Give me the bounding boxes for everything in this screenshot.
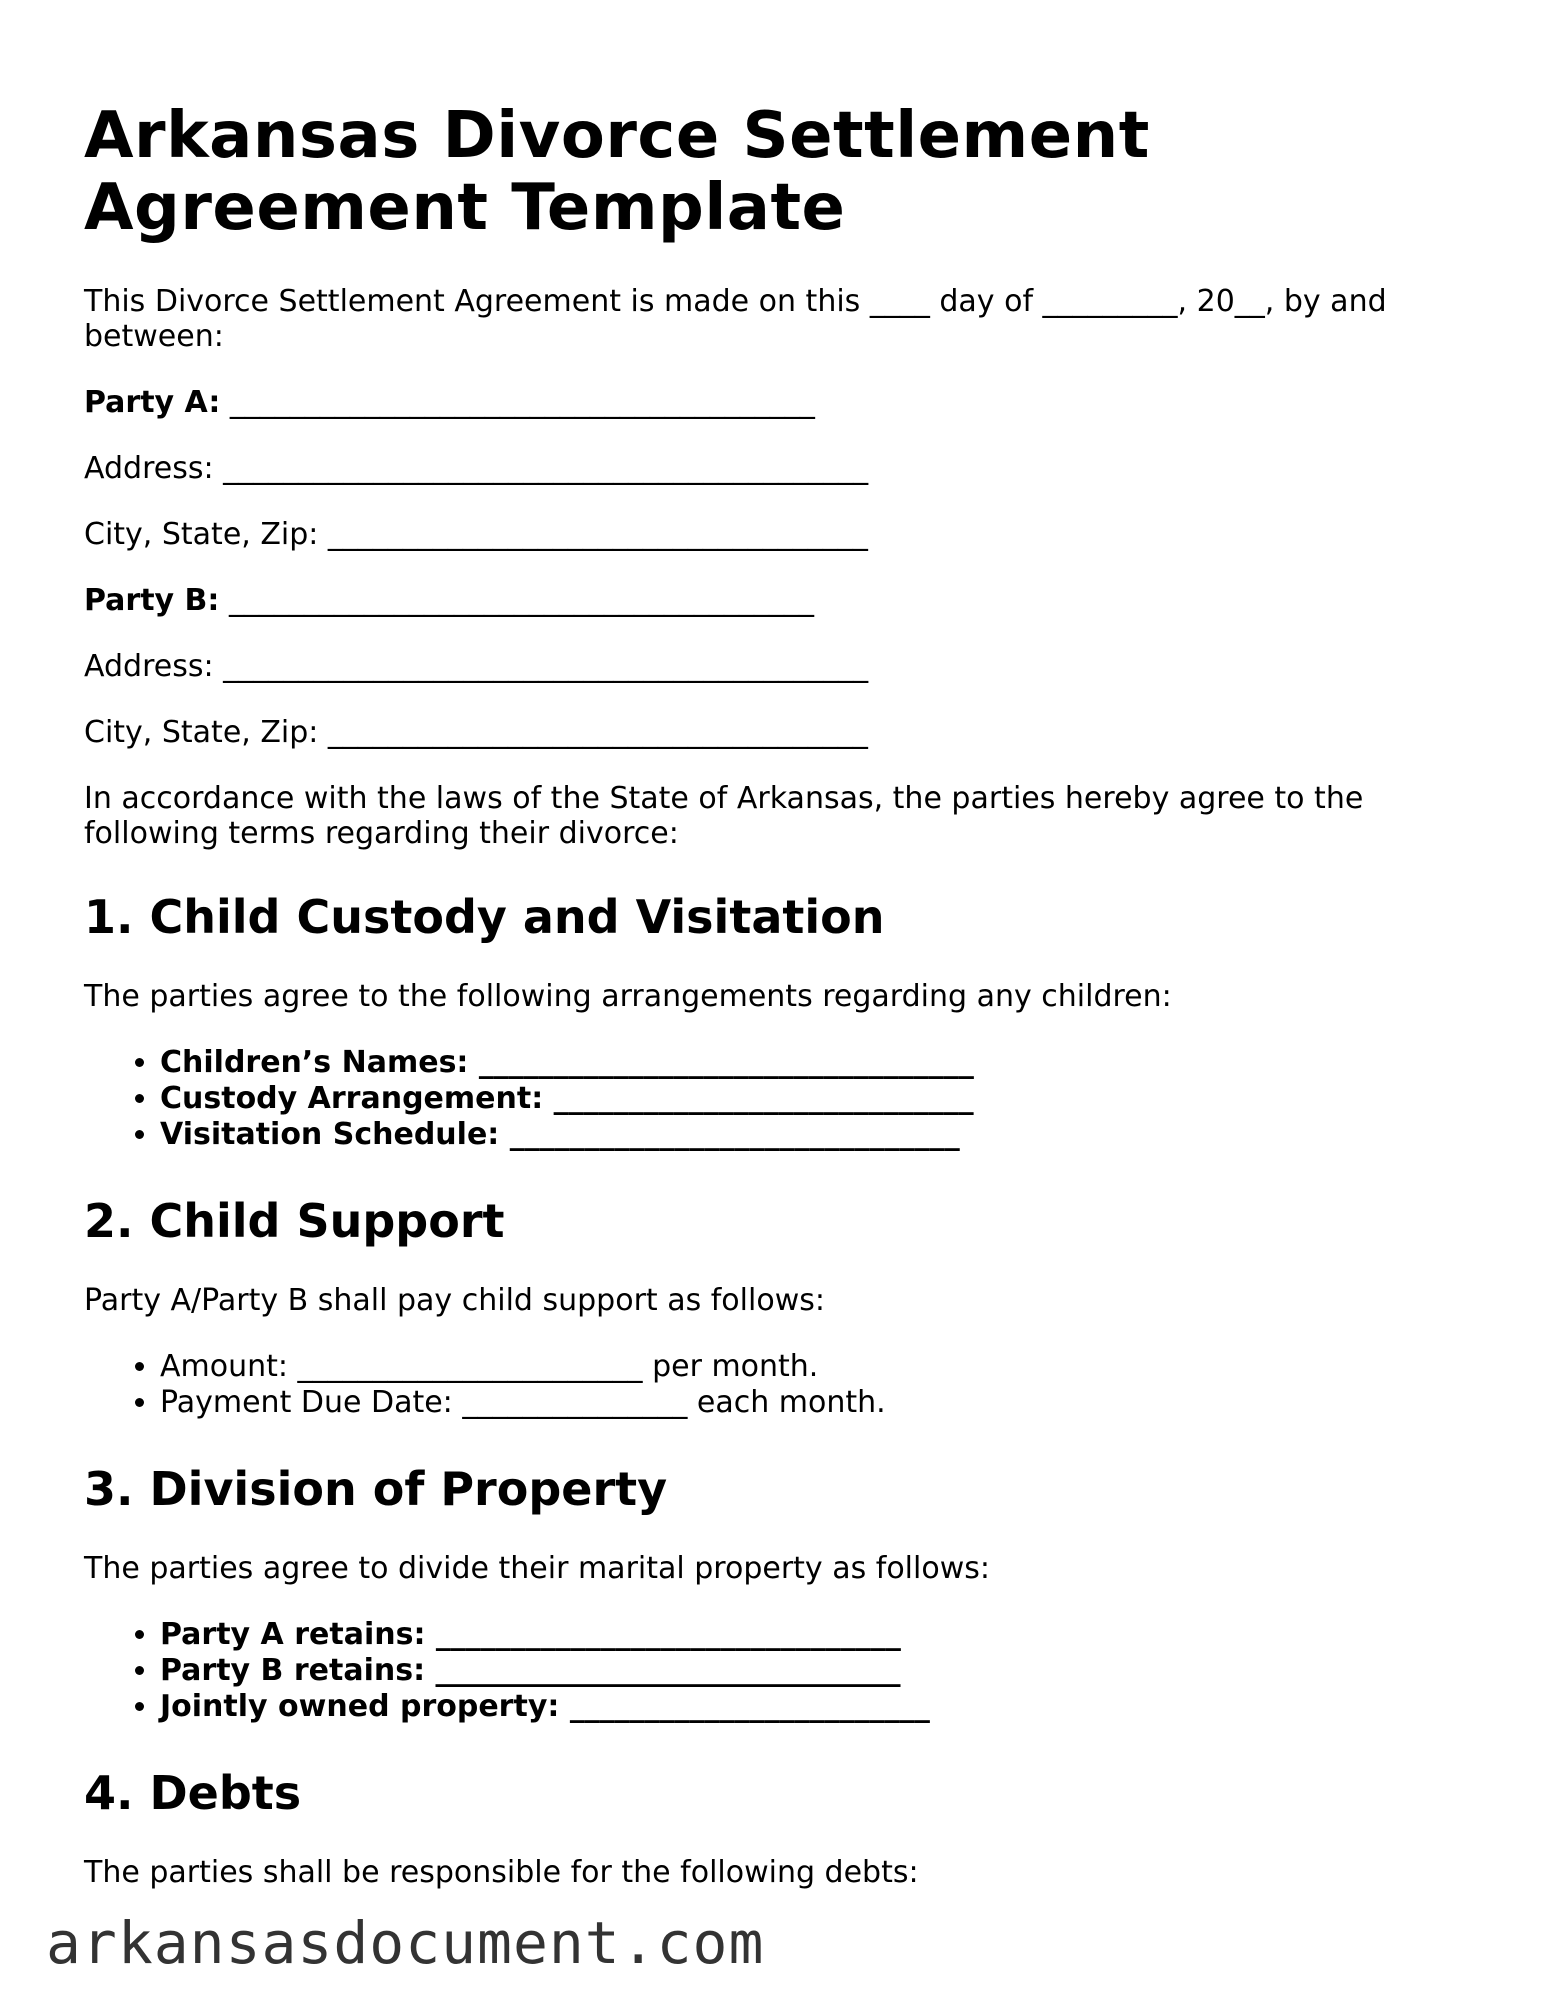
party-a-label: Party A: — [84, 385, 221, 420]
section-heading-support: 2. Child Support — [84, 1194, 505, 1248]
section-intro-debts: The parties shall be responsible for the following debts: — [84, 1855, 919, 1890]
section-heading-debts: 4. Debts — [84, 1766, 302, 1820]
section-intro-custody: The parties agree to the following arrangements regarding any children: — [84, 979, 1172, 1014]
section-intro-property: The parties agree to divide their marital property as follows: — [84, 1551, 990, 1586]
party-b-city: City, State, Zip: ____________________________________ — [84, 715, 868, 750]
list-item: • Payment Due Date: _______________ each month. — [160, 1385, 1474, 1421]
terms-intro: In accordance with the laws of the State of Arkansas, the parties hereby agree to the following terms regarding their divorce: — [84, 781, 1364, 851]
list-item: • Jointly owned property: ________________________ — [160, 1689, 1474, 1725]
section-intro-support: Party A/Party B shall pay child support as follows: — [84, 1283, 825, 1318]
title-line-2: Agreement Template — [84, 171, 846, 245]
document-page — [84, 100, 1474, 1921]
custody-list — [84, 1045, 1474, 1153]
party-b-field — [84, 583, 1474, 618]
party-a-address: Address: ___________________________________________ — [84, 451, 869, 486]
property-list — [84, 1617, 1474, 1725]
list-item: • Amount: _______________________ per month. — [160, 1349, 1474, 1385]
list-item: • Party A retains: _______________________________ — [160, 1617, 1474, 1653]
title-line-1: Arkansas Divorce Settlement — [84, 99, 1150, 173]
list-item: • Custody Arrangement: ____________________________ — [160, 1081, 1474, 1117]
party-b-label: Party B: — [84, 583, 220, 618]
party-b-address: Address: ___________________________________________ — [84, 649, 869, 684]
party-b-blank: _______________________________________ — [219, 583, 814, 618]
site-watermark: arkansasdocument.com — [46, 1909, 765, 1977]
support-list — [84, 1349, 1474, 1421]
section-heading-custody: 1. Child Custody and Visitation — [84, 890, 885, 944]
list-item: • Visitation Schedule: ______________________________ — [160, 1117, 1474, 1153]
intro-paragraph: This Divorce Settlement Agreement is made on this ____ day of _________, 20__, by and between: — [84, 284, 1387, 354]
list-item: • Party B retains: _______________________________ — [160, 1653, 1474, 1689]
list-item: • Children’s Names: _________________________________ — [160, 1045, 1474, 1081]
section-heading-property: 3. Division of Property — [84, 1462, 668, 1516]
party-a-field — [84, 385, 1474, 420]
document-title — [84, 100, 1474, 244]
party-a-city: City, State, Zip: ____________________________________ — [84, 517, 868, 552]
party-a-blank: _______________________________________ — [220, 385, 815, 420]
